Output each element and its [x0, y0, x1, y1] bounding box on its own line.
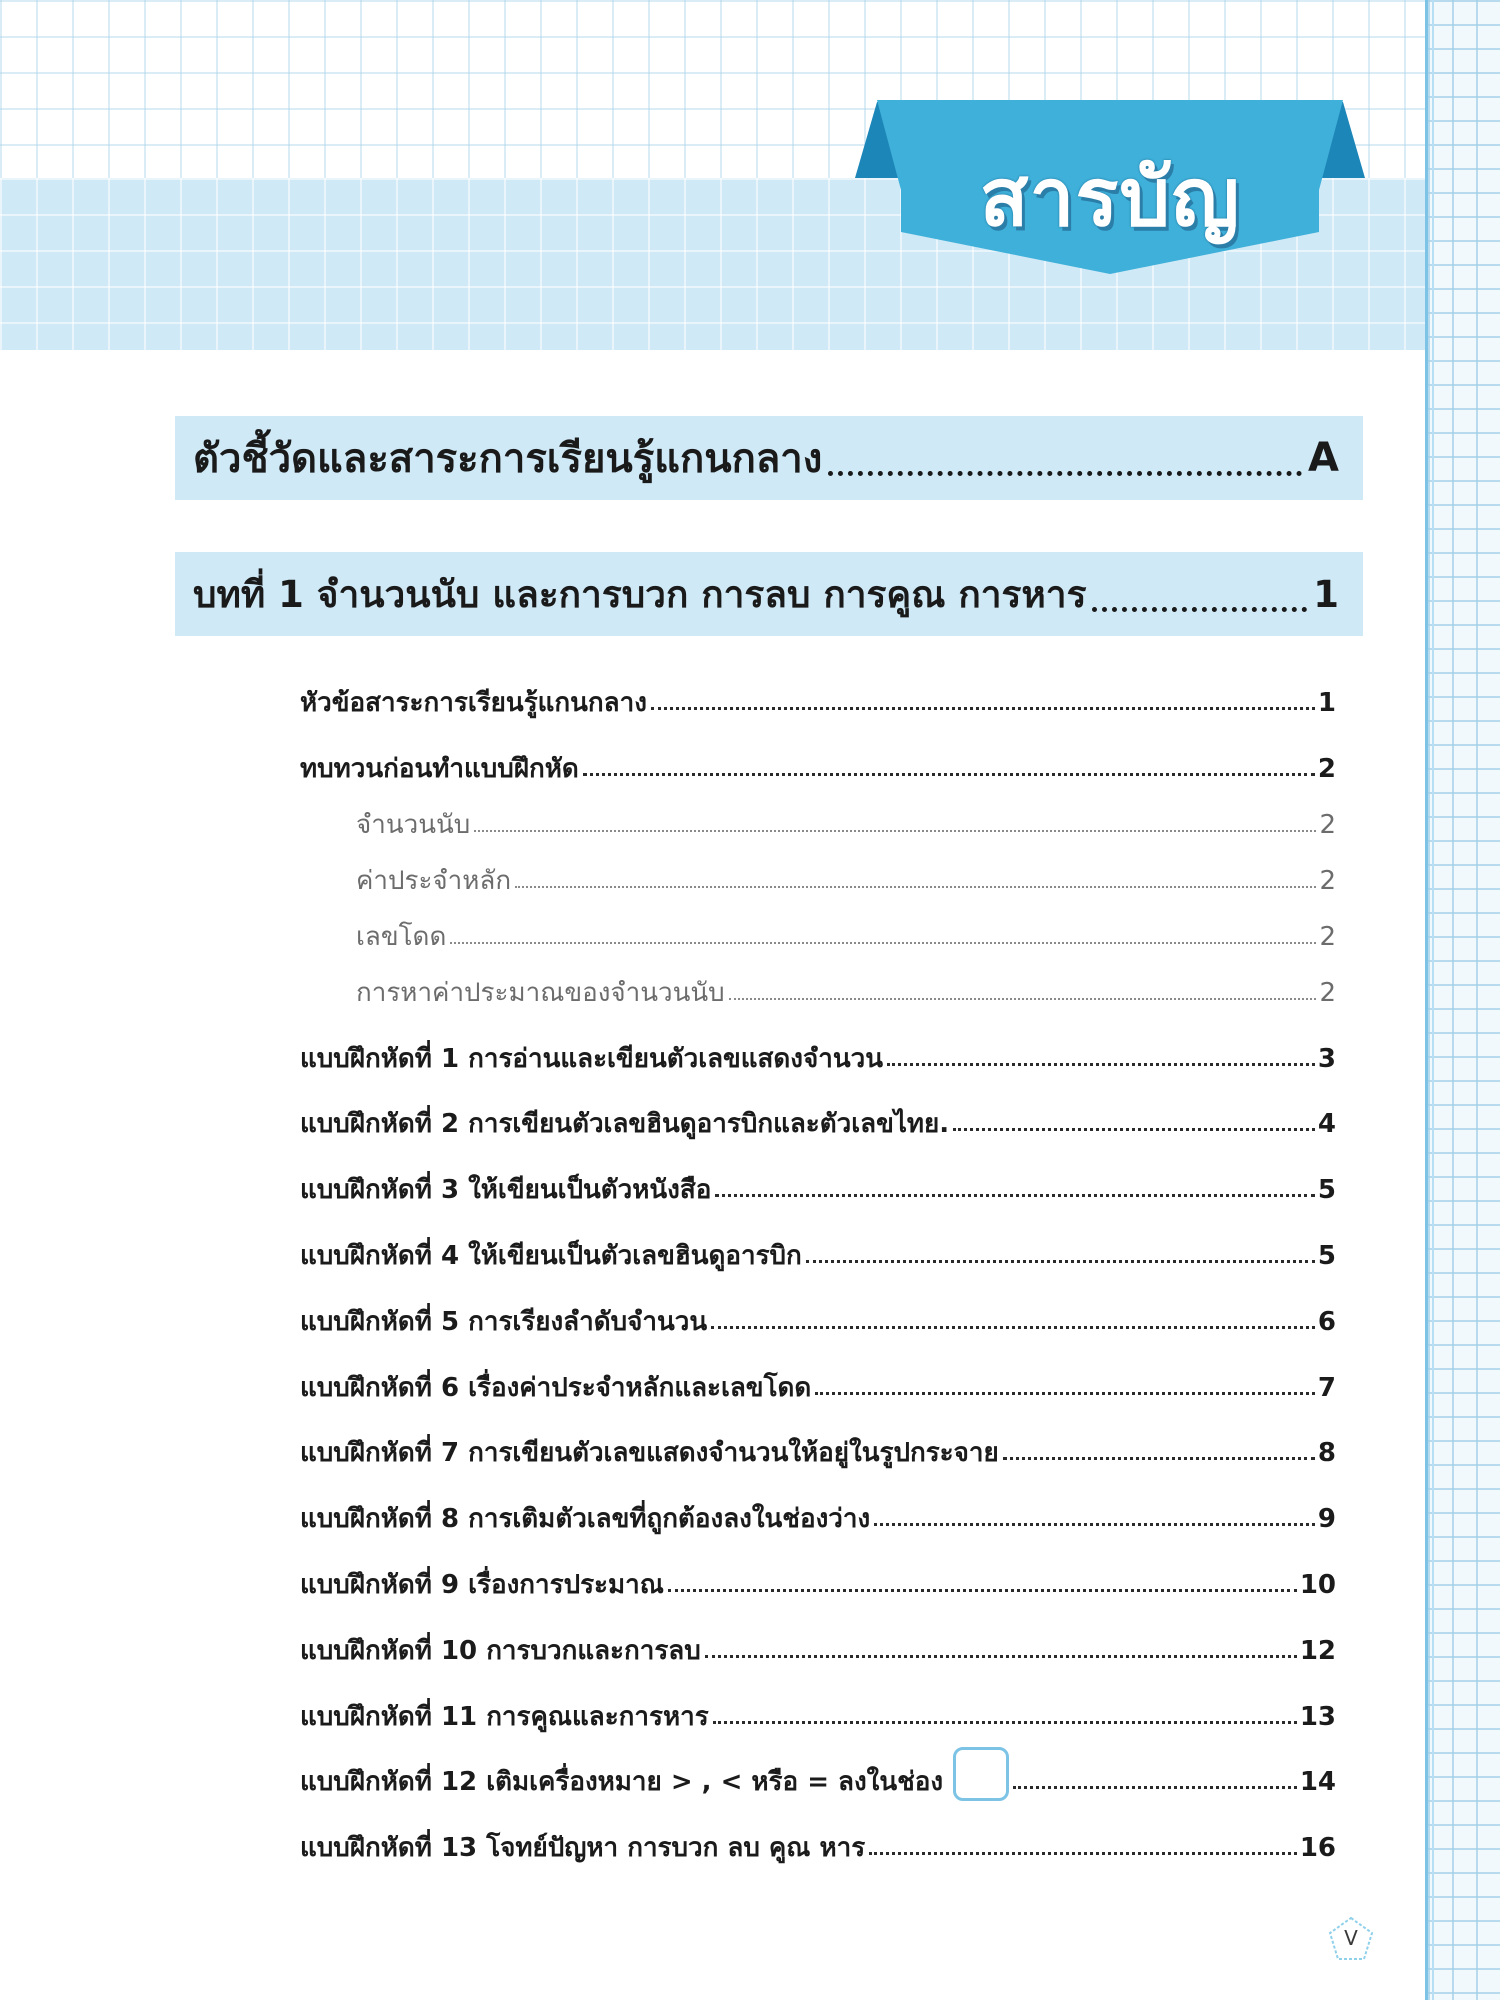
- toc-item-page: 2: [1319, 921, 1336, 952]
- toc-item[interactable]: [300, 666, 1336, 724]
- toc-item[interactable]: [300, 1803, 1336, 1869]
- toc-item-label: แบบฝึกหัดที่ 3 ให้เขียนเป็นตัวหนังสือ: [300, 1175, 712, 1206]
- toc-item[interactable]: [300, 724, 1336, 790]
- toc-item-label: แบบฝึกหัดที่ 6 เรื่องค่าประจำหลักและเลขโดด: [300, 1372, 812, 1403]
- toc-item[interactable]: [300, 1606, 1336, 1672]
- chapter-bar-indicators[interactable]: [175, 416, 1363, 500]
- toc-item-page: 16: [1299, 1833, 1336, 1864]
- dot-leader: [651, 707, 1315, 710]
- toc-item-page: 4: [1317, 1109, 1336, 1140]
- page-number-badge: [1328, 1916, 1374, 1962]
- dot-leader: [815, 1392, 1315, 1395]
- toc-item-page: 1: [1317, 688, 1336, 718]
- chapter-page: 1: [1313, 572, 1339, 616]
- chapter-label: บทที่ 1 จำนวนนับ และการบวก การลบ การคูณ การหาร: [193, 572, 1087, 616]
- toc-item[interactable]: [300, 1409, 1336, 1475]
- toc-item-page: 5: [1317, 1240, 1336, 1271]
- toc-item-page: 8: [1317, 1438, 1336, 1469]
- toc-item-page: 10: [1299, 1569, 1336, 1600]
- dot-leader: [1013, 1786, 1297, 1789]
- toc-item-page: 12: [1299, 1635, 1336, 1666]
- dot-leader: [874, 1523, 1315, 1526]
- toc-item-label: แบบฝึกหัดที่ 2 การเขียนตัวเลขฮินดูอารบิกและตัวเลขไทย.: [300, 1109, 950, 1140]
- toc-item-label: เลขโดด: [356, 921, 447, 952]
- dot-leader: [869, 1852, 1297, 1855]
- dot-leader: [713, 1721, 1297, 1724]
- dot-leader: [806, 1260, 1315, 1263]
- toc-item[interactable]: [300, 1014, 1336, 1080]
- toc-item-label: การหาค่าประมาณของจำนวนนับ: [356, 977, 725, 1008]
- toc-item-page: 3: [1317, 1043, 1336, 1074]
- toc-item-page: 6: [1317, 1306, 1336, 1337]
- toc-item-label: ทบทวนก่อนทำแบบฝึกหัด: [300, 753, 579, 784]
- toc-item-page: 5: [1317, 1175, 1336, 1206]
- dot-leader: [1003, 1457, 1315, 1460]
- toc-item[interactable]: [300, 1672, 1336, 1738]
- toc-item-label: แบบฝึกหัดที่ 1 การอ่านและเขียนตัวเลขแสดงจำนวน: [300, 1043, 883, 1074]
- dot-leader: [705, 1655, 1297, 1658]
- page-number: V: [1344, 1926, 1358, 1950]
- dot-leader: [715, 1194, 1315, 1197]
- dot-leader: [474, 830, 1316, 832]
- toc-item[interactable]: [300, 1738, 1336, 1804]
- toc-item-label: แบบฝึกหัดที่ 7 การเขียนตัวเลขแสดงจำนวนให้อยู่ในรูปกระจาย: [300, 1438, 999, 1469]
- toc-item-label: แบบฝึกหัดที่ 11 การคูณและการหาร: [300, 1701, 709, 1732]
- toc-item-page: 2: [1319, 977, 1336, 1008]
- toc-item-page: 7: [1317, 1372, 1336, 1403]
- dot-leader: [729, 998, 1317, 1000]
- toc-subitem[interactable]: [300, 846, 1336, 902]
- empty-box-icon: [953, 1747, 1009, 1801]
- toc-item-label: แบบฝึกหัดที่ 13 โจทย์ปัญหา การบวก ลบ คูณ หาร: [300, 1833, 866, 1864]
- toc-item-label: ค่าประจำหลัก: [356, 865, 512, 896]
- dot-leader: [1092, 607, 1307, 612]
- toc-subitem[interactable]: [300, 902, 1336, 958]
- toc-subitem[interactable]: [300, 790, 1336, 846]
- chapter-page: A: [1308, 435, 1339, 481]
- toc-item[interactable]: [300, 1474, 1336, 1540]
- toc-item-page: 2: [1319, 865, 1336, 896]
- dot-leader: [450, 942, 1316, 944]
- toc-item-label: แบบฝึกหัดที่ 5 การเรียงลำดับจำนวน: [300, 1306, 708, 1337]
- toc-item[interactable]: [300, 1145, 1336, 1211]
- toc-item-page: 2: [1319, 809, 1336, 840]
- dot-leader: [711, 1326, 1315, 1329]
- chapter-bar-1[interactable]: [175, 552, 1363, 636]
- toc-item-page: 13: [1299, 1701, 1336, 1732]
- toc-item-label: แบบฝึกหัดที่ 8 การเติมตัวเลขที่ถูกต้องลงในช่องว่าง: [300, 1504, 871, 1535]
- toc-item-label: หัวข้อสาระการเรียนรู้แกนกลาง: [300, 688, 647, 718]
- dot-leader: [828, 471, 1302, 476]
- toc-item-label: แบบฝึกหัดที่ 9 เรื่องการประมาณ: [300, 1569, 664, 1600]
- dot-leader: [668, 1589, 1297, 1592]
- toc-item[interactable]: [300, 1080, 1336, 1146]
- toc-item-page: 14: [1299, 1767, 1336, 1798]
- title-ribbon: [855, 100, 1365, 280]
- chapter-label: ตัวชี้วัดและสาระการเรียนรู้แกนกลาง: [193, 436, 823, 482]
- dot-leader: [887, 1063, 1315, 1066]
- dot-leader: [953, 1128, 1315, 1131]
- toc-item-label: แบบฝึกหัดที่ 12 เติมเครื่องหมาย > , < หรือ = ลงในช่อง: [300, 1767, 944, 1798]
- page-title: สารบัญ: [979, 151, 1241, 244]
- toc-subitem[interactable]: [300, 958, 1336, 1014]
- toc-item-label: แบบฝึกหัดที่ 4 ให้เขียนเป็นตัวเลขฮินดูอารบิก: [300, 1240, 802, 1271]
- toc-item[interactable]: [300, 1540, 1336, 1606]
- toc-item-page: 9: [1317, 1504, 1336, 1535]
- toc-item[interactable]: [300, 1211, 1336, 1277]
- side-grid-strip: [1425, 0, 1500, 2000]
- toc-item-label: จำนวนนับ: [356, 809, 471, 840]
- toc-item[interactable]: [300, 1277, 1336, 1343]
- dot-leader: [515, 886, 1316, 888]
- table-of-contents: [300, 666, 1336, 1869]
- toc-item-page: 2: [1317, 753, 1336, 784]
- dot-leader: [583, 773, 1315, 776]
- toc-item[interactable]: [300, 1343, 1336, 1409]
- toc-item-label: แบบฝึกหัดที่ 10 การบวกและการลบ: [300, 1635, 701, 1666]
